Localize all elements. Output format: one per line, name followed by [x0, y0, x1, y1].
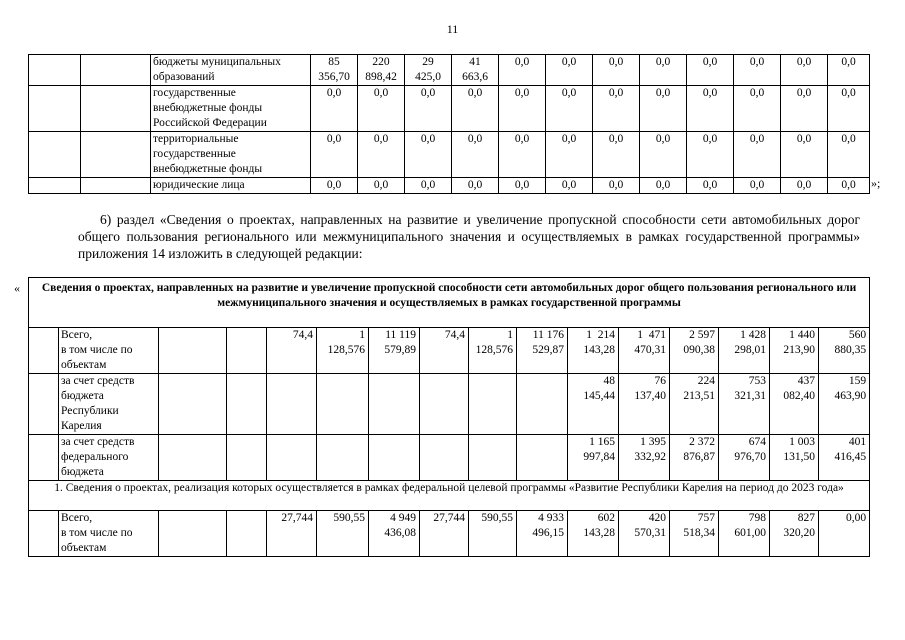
empty-cell: [29, 328, 59, 374]
value-cell: 0,0: [640, 86, 687, 132]
table-row: [29, 178, 870, 194]
table-title: Сведения о проектах, направленных на развитие и увеличение пропускной способности сети автомобильных дорог общего пользования регионального или межмуниципального значения и осуществляемых в рамках государственной программы: [29, 278, 870, 328]
value-cell: [469, 374, 517, 435]
value-cell: 4 949 436,08: [369, 511, 420, 557]
empty-cell: [227, 511, 267, 557]
value-cell: 827 320,20: [770, 511, 819, 557]
value-cell: 420 570,31: [619, 511, 670, 557]
empty-cell: [29, 132, 81, 178]
empty-cell: [159, 511, 227, 557]
empty-cell: [81, 86, 151, 132]
value-cell: [267, 435, 317, 481]
value-cell: 0,0: [734, 86, 781, 132]
value-cell: 0,0: [734, 55, 781, 86]
value-cell: 0,0: [781, 86, 828, 132]
value-cell: 27,744: [420, 511, 469, 557]
empty-cell: [227, 328, 267, 374]
opening-quote: «: [14, 281, 20, 295]
value-cell: 0,0: [452, 178, 499, 194]
amendment-text: 6) раздел «Сведения о проектах, направленных на развитие и увеличение пропускной способности сети автомобильных дорог общего пользования регионального или межмуниципального значения и осуществляемых в рамках государственной программы» приложения 14 изложить в следующей редакции:: [78, 212, 860, 261]
value-cell: 220 898,42: [358, 55, 405, 86]
value-cell: [317, 435, 369, 481]
row-label: территориальные государственные внебюджетные фонды: [151, 132, 311, 178]
table-row: [29, 86, 870, 132]
empty-cell: [29, 511, 59, 557]
value-cell: 11 176 529,87: [517, 328, 568, 374]
table-row: [29, 55, 870, 86]
value-cell: 0,0: [593, 55, 640, 86]
empty-cell: [81, 55, 151, 86]
value-cell: 0,0: [828, 132, 870, 178]
value-cell: 2 597 090,38: [670, 328, 719, 374]
section-heading: 1. Сведения о проектах, реализация которых осуществляется в рамках федеральной целевой программы «Развитие Республики Карелия на период до 2023 года»: [29, 481, 870, 511]
value-cell: 602 143,28: [568, 511, 619, 557]
value-cell: 0,0: [781, 178, 828, 194]
value-cell: 2 372 876,87: [670, 435, 719, 481]
empty-cell: [29, 435, 59, 481]
value-cell: 29 425,0: [405, 55, 452, 86]
value-cell: 224 213,51: [670, 374, 719, 435]
value-cell: 0,00: [819, 511, 870, 557]
value-cell: 1 395 332,92: [619, 435, 670, 481]
value-cell: 74,4: [420, 328, 469, 374]
value-cell: 0,0: [828, 86, 870, 132]
row-label: бюджеты муниципальных образований: [151, 55, 311, 86]
row-label: юридические лица: [151, 178, 311, 194]
value-cell: 76 137,40: [619, 374, 670, 435]
value-cell: 0,0: [499, 132, 546, 178]
table-row: [29, 328, 870, 374]
value-cell: 0,0: [358, 132, 405, 178]
table-row: [29, 435, 870, 481]
value-cell: 560 880,35: [819, 328, 870, 374]
value-cell: 0,0: [828, 178, 870, 194]
value-cell: 4 933 496,15: [517, 511, 568, 557]
value-cell: 0,0: [452, 132, 499, 178]
value-cell: 1 128,576: [469, 328, 517, 374]
value-cell: 0,0: [781, 132, 828, 178]
row-label: Всего, в том числе по объектам: [59, 328, 159, 374]
value-cell: 0,0: [358, 86, 405, 132]
value-cell: 1 128,576: [317, 328, 369, 374]
empty-cell: [81, 178, 151, 194]
empty-cell: [159, 328, 227, 374]
value-cell: 753 321,31: [719, 374, 770, 435]
value-cell: 798 601,00: [719, 511, 770, 557]
value-cell: 674 976,70: [719, 435, 770, 481]
value-cell: 0,0: [640, 55, 687, 86]
row-label: Всего, в том числе по объектам: [59, 511, 159, 557]
value-cell: 48 145,44: [568, 374, 619, 435]
page-number: 11: [446, 22, 459, 36]
value-cell: 159 463,90: [819, 374, 870, 435]
value-cell: 0,0: [405, 178, 452, 194]
table-row: [29, 132, 870, 178]
value-cell: 1 214 143,28: [568, 328, 619, 374]
value-cell: 0,0: [640, 178, 687, 194]
value-cell: 0,0: [734, 132, 781, 178]
amendment-paragraph: [78, 211, 860, 262]
value-cell: 0,0: [546, 86, 593, 132]
value-cell: 590,55: [317, 511, 369, 557]
closing-quote: »;: [871, 176, 881, 190]
value-cell: 0,0: [734, 178, 781, 194]
value-cell: 0,0: [687, 132, 734, 178]
table-row: [29, 374, 870, 435]
value-cell: 0,0: [452, 86, 499, 132]
empty-cell: [227, 374, 267, 435]
value-cell: 0,0: [546, 132, 593, 178]
value-cell: 0,0: [499, 55, 546, 86]
value-cell: 0,0: [593, 86, 640, 132]
value-cell: 0,0: [405, 86, 452, 132]
value-cell: 41 663,6: [452, 55, 499, 86]
value-cell: [420, 374, 469, 435]
value-cell: [517, 435, 568, 481]
row-label: за счет средств бюджета Республики Карелия: [59, 374, 159, 435]
value-cell: 85 356,70: [311, 55, 358, 86]
value-cell: 0,0: [311, 178, 358, 194]
value-cell: 0,0: [593, 178, 640, 194]
value-cell: 0,0: [546, 55, 593, 86]
value-cell: 0,0: [593, 132, 640, 178]
value-cell: 0,0: [687, 55, 734, 86]
empty-cell: [159, 435, 227, 481]
empty-cell: [81, 132, 151, 178]
value-cell: 0,0: [781, 55, 828, 86]
empty-cell: [29, 178, 81, 194]
empty-cell: [159, 374, 227, 435]
value-cell: 437 082,40: [770, 374, 819, 435]
value-cell: 1 428 298,01: [719, 328, 770, 374]
value-cell: [420, 435, 469, 481]
empty-cell: [29, 55, 81, 86]
value-cell: 0,0: [687, 86, 734, 132]
value-cell: 0,0: [311, 86, 358, 132]
value-cell: 0,0: [405, 132, 452, 178]
value-cell: 1 440 213,90: [770, 328, 819, 374]
value-cell: 1 003 131,50: [770, 435, 819, 481]
value-cell: 0,0: [358, 178, 405, 194]
value-cell: 401 416,45: [819, 435, 870, 481]
value-cell: 0,0: [640, 132, 687, 178]
value-cell: [369, 374, 420, 435]
value-cell: [317, 374, 369, 435]
projects-table: [28, 277, 870, 557]
value-cell: 0,0: [311, 132, 358, 178]
empty-cell: [227, 435, 267, 481]
value-cell: 0,0: [499, 178, 546, 194]
value-cell: 0,0: [546, 178, 593, 194]
row-label: за счет средств федерального бюджета: [59, 435, 159, 481]
row-label: государственные внебюджетные фонды Российской Федерации: [151, 86, 311, 132]
value-cell: 590,55: [469, 511, 517, 557]
value-cell: 757 518,34: [670, 511, 719, 557]
table-row: [29, 511, 870, 557]
value-cell: 0,0: [828, 55, 870, 86]
value-cell: 0,0: [499, 86, 546, 132]
empty-cell: [29, 86, 81, 132]
continuation-table: [28, 54, 870, 194]
value-cell: 11 119 579,89: [369, 328, 420, 374]
value-cell: [369, 435, 420, 481]
section-row: [29, 481, 870, 511]
value-cell: 74,4: [267, 328, 317, 374]
value-cell: [469, 435, 517, 481]
value-cell: 27,744: [267, 511, 317, 557]
value-cell: [517, 374, 568, 435]
value-cell: [267, 374, 317, 435]
value-cell: 0,0: [687, 178, 734, 194]
empty-cell: [29, 374, 59, 435]
value-cell: 1 471 470,31: [619, 328, 670, 374]
value-cell: 1 165 997,84: [568, 435, 619, 481]
